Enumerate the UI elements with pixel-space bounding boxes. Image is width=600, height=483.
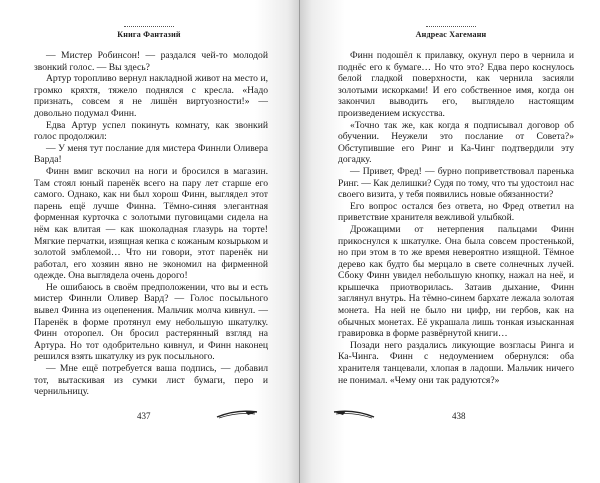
paragraph: — Мистер Робинсон! — раздался чей-то молодой звонкий голос. — Вы здесь? <box>34 50 268 73</box>
paragraph: Артур торопливо вернул накладной живот на место и, громко кряхтя, тяжело поднялся с кресла. «Надо признать, совсем я не лишён виртуозности!» — довольно подумал Финн. <box>34 73 268 119</box>
right-page-text <box>338 50 574 386</box>
paragraph: Дрожащими от нетерпения пальцами Финн прикоснулся к шкатулке. Она была совсем простенькой, но при этом в то же время невероятно изящной. Тёмное дерево как будто бы мерцало в свете солнечных лучей. Сбоку Финн увидел небольшую кнопку, нажал на неё, и крышечка приотворилась. Затаив дыхание, Финн заглянул внутрь. На тёмно-синем бархате лежала золотая монета. На ней не было ни цифр, ни гербов, как на обычных монетах. Её украшала лишь тонкая изысканная гравировка в форме развёрнутой книги… <box>338 223 574 340</box>
paragraph: Не ошибаюсь в своём предположении, что вы и есть мистер Финнли Оливер Вард? — Голос посыльного вывел Финна из оцепенения. Мальчик молча кивнул. — Паренёк в форме протянул ему небольшую шкатулку. Финн оторопел. Он бросил растерянный взгляд на Артура. Но тот одобрительно кивнул, и Финн наконец решился взять шкатулку из рук посыльного. <box>34 281 268 363</box>
quill-ornament-icon <box>332 405 376 421</box>
header-rule <box>426 26 476 27</box>
page-number-left: 437 <box>137 411 151 421</box>
header-title: Андреас Хагеманн <box>415 30 487 39</box>
page-number-right: 438 <box>452 411 466 421</box>
header-rule <box>124 26 174 27</box>
running-header-right <box>340 26 562 39</box>
paragraph: — Мне ещё потребуется ваша подпись, — добавил тот, вытаскивая из сумки лист бумаги, перо и чернильницу. <box>34 363 268 398</box>
paragraph: Позади него раздались ликующие возгласы Ринга и Ка-Чинга. Финн с недоумением обернулся: оба хранителя танцевали, хлопая в ладоши. Мальчик ничего не понимал. «Чему они так радуются?» <box>338 339 574 386</box>
left-page-text <box>34 50 268 398</box>
paragraph: «Точно так же, как когда я подписывал договор об обучении. Неужели это послание от Совета?» Обступившие его Ринг и Ка-Чинг подтвердили эту догадку. <box>338 119 574 166</box>
header-title: Книга Фантазий <box>117 30 181 39</box>
right-page <box>300 0 600 483</box>
quill-ornament-icon <box>215 405 259 421</box>
running-header-left <box>38 26 260 39</box>
paragraph: Его вопрос остался без ответа, но Фред ответил на приветствие хранителя вежливой улыбкой. <box>338 200 574 224</box>
paragraph: — Привет, Фред! — бурно поприветствовал паренька Ринг. — Как делишки? Судя по тому, что ты удостоил нас своего визита, у тебя появились новые обязанности? <box>338 165 574 201</box>
paragraph: Финн вмиг вскочил на ноги и бросился в магазин. Там стоял юный паренёк всего на пару лет старше его самого. Однако, как ни был хорош Финн, выглядел этот парень ещё лучше Финна. Тёмно-синяя элегантная форменная курточка с золотыми пуговицами сидела на нём как влитая — как шоколадная глазурь на торте! Мягкие перчатки, изящная кепка с кожаным козырьком и золотой эмблемой… Что ни говори, этот паренёк ни работал, его хозяин явно не экономил на фирменной одежде. Она выглядела очень дорого! <box>34 165 268 282</box>
paragraph: — У меня тут послание для мистера Финнли Оливера Варда! <box>34 142 268 166</box>
paragraph: Едва Артур успел покинуть комнату, как звонкий голос продолжил: <box>34 119 268 143</box>
paragraph: Финн подошёл к прилавку, окунул перо в чернила и поднёс его к бумаге… Но что это? Едва перо коснулось белой гладкой поверхности, как чернила засияли золотыми искорками! И его собственное имя, когда он закончил выводить его, выглядело настоящим произведением искусства. <box>338 50 574 119</box>
